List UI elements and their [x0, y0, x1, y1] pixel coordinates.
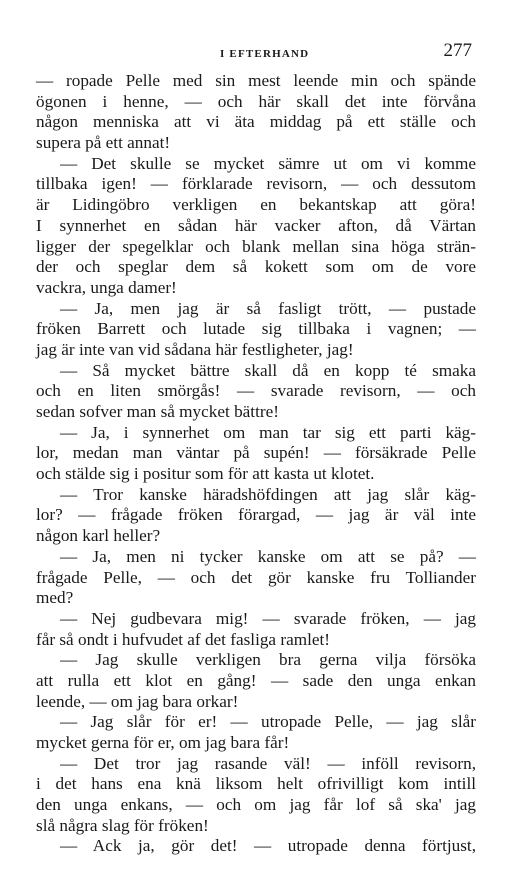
text-line: lor, medan man väntar på supén! — försäkrade Pelle [36, 443, 476, 463]
text-line: leende, — om jag bara orkar! [36, 691, 239, 711]
text-line: supera på ett annat! [36, 133, 171, 153]
text-line: jag är inte van vid sådana här festligheter, jag! [36, 339, 354, 359]
text-line: — Det tror jag rasande väl! — inföll revisorn, [60, 753, 476, 773]
text-line: ögonen i henne, — och här skall det inte förvåna [36, 91, 476, 111]
text-line: I synnerhet en sådan här vacker afton, då Värtan [36, 215, 476, 235]
text-line: — Ja, i synnerhet om man tar sig ett parti käg- [60, 422, 476, 442]
text-line: lor? — frågade fröken förargad, — jag är väl inte [36, 505, 476, 525]
text-line: — Jag slår för er! — utropade Pelle, — jag slår [60, 712, 476, 732]
text-line: frågade Pelle, — och det gör kanske fru Tolliander [36, 567, 476, 587]
text-line: — Det skulle se mycket sämre ut om vi komme [60, 153, 476, 173]
text-line: — Ja, men ni tycker kanske om att se på? — [60, 546, 476, 566]
text-line: — Jag skulle verkligen bra gerna vilja försöka [60, 650, 476, 670]
text-line: någon menniska att vi äta middag på ett ställe och [36, 112, 476, 132]
text-line: — ropade Pelle med sin mest leende min och spände [36, 71, 476, 90]
text-line: — Nej gudbevara mig! — svarade fröken, — jag [60, 608, 476, 628]
text-line: slå några slag för fröken! [36, 815, 209, 835]
text-line: får så ondt i hufvudet af det fasliga ramlet! [36, 629, 330, 649]
text-line: tillbaka igen! — förklarade revisorn, — och dessutom [36, 174, 476, 194]
running-head: I EFTERHAND [220, 48, 310, 60]
text-line: — Så mycket bättre skall då en kopp té smaka [60, 360, 476, 380]
body-text [36, 71, 476, 857]
text-line: sedan sofver man så mycket bättre! [36, 402, 279, 421]
text-line: ligger der spegelklar och blank mellan sina höga strän- [36, 236, 476, 256]
text-line: vackra, unga damer! [36, 277, 177, 297]
text-line: någon karl heller? [36, 526, 161, 546]
text-line: i det hans ena knä liksom helt ofrivilligt kom intill [36, 774, 476, 794]
text-line: den unga enkans, — och om jag får lof så ska' jag [36, 795, 476, 815]
text-line: och en liten smörgås! — svarade revisorn, — och [36, 381, 476, 401]
text-line: — Ja, men jag är så fasligt trött, — pustade [60, 298, 476, 318]
text-line: der och speglar dem så kokett som om de vore [36, 257, 476, 277]
text-line: med? [36, 588, 74, 608]
text-line: fröken Barrett och lutade sig tillbaka i vagnen; — [36, 319, 476, 339]
text-line: — Tror kanske häradshöfdingen att jag slår käg- [60, 484, 476, 504]
text-line: att rulla ett klot en gång! — sade den unga enkan [36, 670, 476, 690]
page-number: 277 [443, 40, 472, 61]
text-line: — Ack ja, gör det! — utropade denna förtjust, [60, 836, 476, 856]
text-line: är Lidingöbro verkligen en bekantskap att göra! [36, 195, 476, 215]
text-line: mycket gerna för er, om jag bara får! [36, 733, 290, 752]
text-line: och stälde sig i positur som för att kasta ut klotet. [36, 464, 375, 484]
